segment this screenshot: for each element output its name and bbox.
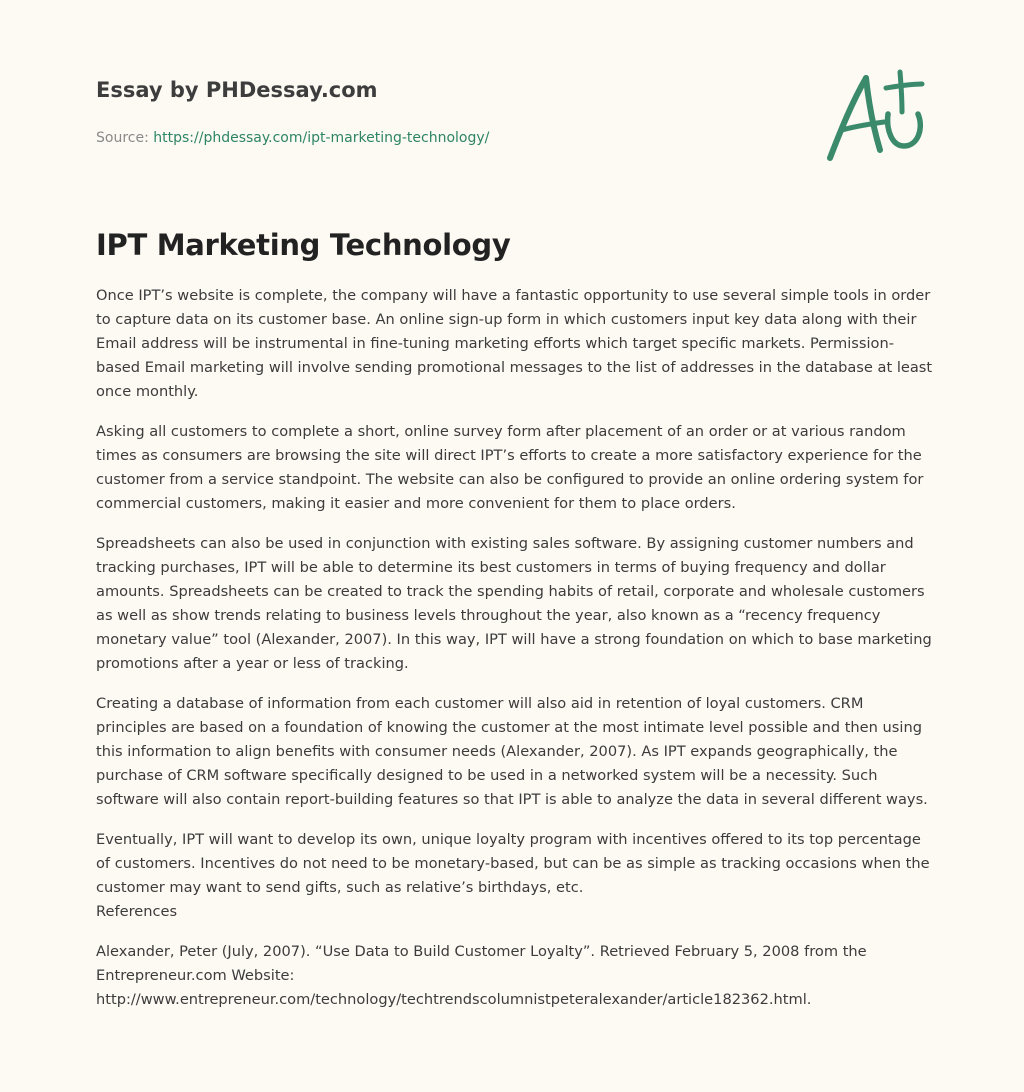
source-label: Source: xyxy=(96,130,154,146)
reference-citation: Alexander, Peter (July, 2007). “Use Data to Build Customer Loyalty”. Retrieved February 5, 2008 from the Entrepreneur.com Website: xyxy=(96,943,867,984)
paragraph: Once IPT’s website is complete, the company will have a fantastic opportunity to use several simple tools in order to capture data on its customer base. An online sign-up form in which customers input key data along with their Email address will be instrumental in fine-tuning marketing efforts which target specific markets. Permission-based Email marketing will involve sending promotional messages to the list of addresses in the database at least once monthly. xyxy=(96,287,933,400)
page-title: IPT Marketing Technology xyxy=(96,228,511,262)
paragraph: Asking all customers to complete a short, online survey form after placement of an order or at various random times as consumers are browsing the site will direct IPT’s efforts to create a more satisfactory experience for the customer from a service standpoint. The website can also be configured to provide an online ordering system for commercial customers, making it easier and more convenient for them to place orders. xyxy=(96,423,924,512)
source-link[interactable]: https://phdessay.com/ipt-marketing-technology/ xyxy=(153,130,490,146)
essay-header xyxy=(96,76,736,148)
paragraph: Creating a database of information from each customer will also aid in retention of loyal customers. CRM principles are based on a foundation of knowing the customer at the most intimate level possible and then using this information to align benefits with consumer needs (Alexander, 2007). As IPT expands geographically, the purchase of CRM software specifically designed to be used in a networked system will be a necessity. Such software will also contain report-building features so that IPT is able to analyze the data in several different ways. xyxy=(96,695,928,808)
references-heading: References xyxy=(96,903,178,920)
essay-body xyxy=(96,284,938,1012)
a-plus-logo-icon xyxy=(822,66,928,166)
paragraph: Spreadsheets can also be used in conjunction with existing sales software. By assigning customer numbers and tracking purchases, IPT will be able to determine its best customers in terms of buying frequency and dollar amounts. Spreadsheets can be created to track the spending habits of retail, corporate and wholesale customers as well as show trends relating to business levels throughout the year, also known as a “recency frequency monetary value” tool (Alexander, 2007). In this way, IPT will have a strong foundation on which to base marketing promotions after a year or less of tracking. xyxy=(96,535,932,672)
reference-entry xyxy=(96,940,938,1012)
brand-title: Essay by PHDessay.com xyxy=(96,78,378,102)
reference-url: http://www.entrepreneur.com/technology/techtrendscolumnistpeteralexander/article182362.html. xyxy=(96,991,812,1008)
source-line xyxy=(96,128,736,148)
paragraph: Eventually, IPT will want to develop its own, unique loyalty program with incentives offered to its top percentage of customers. Incentives do not need to be monetary-based, but can be as simple as tracking occasions when the customer may want to send gifts, such as relative’s birthdays, etc. xyxy=(96,831,930,896)
